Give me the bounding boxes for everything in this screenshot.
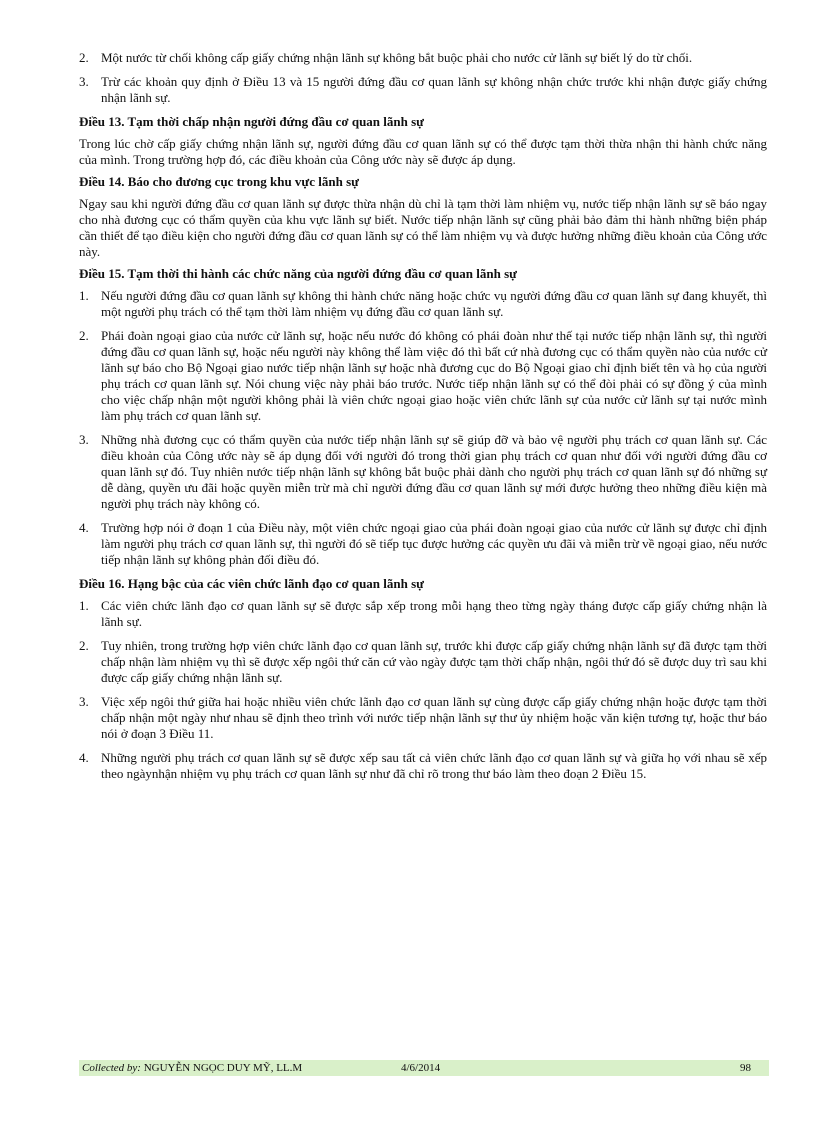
list-item [79, 694, 767, 742]
item-text: Việc xếp ngôi thứ giữa hai hoặc nhiều viên chức lãnh đạo cơ quan lãnh sự cùng được cấp giấy chứng nhận hoặc được tạm thời chấp nhận một ngày như nhau sẽ định theo trình với nước tiếp nhận lãnh sự thư ủy nhiệm hoặc văn kiện tương tự, hoặc thư báo nói ở đoạn 3 Điều 11. [101, 694, 767, 741]
item-number: 4. [79, 520, 89, 535]
item-text: Tuy nhiên, trong trường hợp viên chức lãnh đạo cơ quan lãnh sự, trước khi được cấp giấy chứng nhận lãnh sự đã được tạm thời chấp nhận làm nhiệm vụ thì sẽ được xếp ngôi thứ căn cứ vào ngày được tạm thời chấp nhận, ngôi thứ đó sẽ được duy trì sau khi được cấp giấy chứng nhận lãnh sự. [101, 638, 767, 685]
article-13-paragraph: Trong lúc chờ cấp giấy chứng nhận lãnh sự, người đứng đầu cơ quan lãnh sự có thể được tạm thời thừa nhận thi hành chức năng của mình. Trong trường hợp đó, các điều khoản của Công ước này sẽ được áp dụng. [79, 136, 767, 167]
item-number: 3. [79, 694, 89, 709]
list-item [79, 50, 767, 66]
item-number: 1. [79, 598, 89, 613]
page-footer [79, 1060, 769, 1076]
item-number: 2. [79, 638, 89, 653]
item-text: Các viên chức lãnh đạo cơ quan lãnh sự sẽ được sắp xếp trong mỗi hạng theo từng ngày tháng được cấp giấy chứng nhận là lãnh sự. [101, 598, 767, 629]
list-item [79, 288, 767, 320]
item-text: Những người phụ trách cơ quan lãnh sự sẽ được xếp sau tất cả viên chức lãnh đạo cơ quan lãnh sự và giữa họ với nhau sẽ xếp theo ngàynhận nhiệm vụ phụ trách cơ quan lãnh sự như đã chỉ rõ trong thư báo làm theo đoạn 2 Điều 15. [101, 750, 767, 781]
list-item [79, 598, 767, 630]
list-item [79, 74, 767, 106]
list-item [79, 638, 767, 686]
document-page [79, 50, 767, 790]
item-number: 3. [79, 432, 89, 447]
page-number: 98 [740, 1062, 751, 1074]
list-item [79, 328, 767, 424]
article-15-heading: Điều 15. Tạm thời thi hành các chức năng của người đứng đầu cơ quan lãnh sự [79, 266, 517, 281]
item-text: Trừ các khoản quy định ở Điều 13 và 15 người đứng đầu cơ quan lãnh sự không nhận chức trước khi nhận được giấy chứng nhận lãnh sự. [101, 74, 767, 105]
item-text: Những nhà đương cục có thẩm quyền của nước tiếp nhận lãnh sự sẽ giúp đỡ và bảo vệ người phụ trách cơ quan lãnh sự. Các điều khoản của Công ước này sẽ áp dụng đối với người đó trong thời gian phụ trách cơ quan như đối với người đứng đầu cơ quan lãnh sự đó. Tuy nhiên nước tiếp nhận lãnh sự không bắt buộc phải dành cho người phụ trách cơ quan lãnh sự đó những sự dễ dàng, quyền ưu đãi hoặc quyền miễn trừ mà chỉ người đứng đầu cơ quan lãnh sự mới được hưởng theo những điều kiện mà người phụ trách này không có. [101, 432, 767, 511]
article-14-heading: Điều 14. Báo cho đương cục trong khu vực lãnh sự [79, 174, 359, 189]
item-text: Trường hợp nói ở đoạn 1 của Điều này, một viên chức ngoại giao của phái đoàn ngoại giao của nước cử lãnh sự được chỉ định làm người phụ trách cơ quan lãnh sự, thì người đó sẽ tiếp tục được hưởng các quyền ưu đãi và miễn trừ về ngoại giao, nếu nước tiếp nhận lãnh sự không phản đối điều đó. [101, 520, 767, 567]
item-number: 2. [79, 328, 89, 343]
footer-credit [82, 1060, 302, 1076]
footer-author: NGUYỄN NGỌC DUY MỸ, LL.M [143, 1062, 303, 1074]
list-item [79, 432, 767, 512]
item-number: 1. [79, 288, 89, 303]
item-number: 2. [79, 50, 89, 65]
article-13-heading: Điều 13. Tạm thời chấp nhận người đứng đầu cơ quan lãnh sự [79, 114, 424, 129]
item-text: Phái đoàn ngoại giao của nước cử lãnh sự, hoặc nếu nước đó không có phái đoàn như thế tại nước tiếp nhận lãnh sự, thì người đứng đầu cơ quan lãnh sự, hoặc nếu người này không thể làm việc đó thì bất cứ nhà đương cục có thẩm quyền nào của nước cử lãnh sự báo cho Bộ Ngoại giao nước tiếp nhận lãnh sự hoặc nhà đương cục do Bộ Ngoại giao chỉ định biết tên và họ của người phụ trách cơ quan lãnh sự. Nói chung việc này phải báo trước. Nước tiếp nhận lãnh sự có thể đòi phải có sự đồng ý của mình cho việc chấp nhận một người không phải là viên chức ngoại giao hoặc viên chức lãnh sự của nước cử lãnh sự tại nước mình làm phụ trách cơ quan lãnh sự. [101, 328, 767, 423]
list-item [79, 750, 767, 782]
item-number: 3. [79, 74, 89, 89]
footer-date: 4/6/2014 [401, 1062, 441, 1074]
item-text: Nếu người đứng đầu cơ quan lãnh sự không thi hành chức năng hoặc chức vụ người đứng đầu cơ quan lãnh sự đang khuyết, thì một người phụ trách có thể tạm thời làm nhiệm vụ đứng đầu cơ quan lãnh sự. [101, 288, 767, 319]
article-16-heading: Điều 16. Hạng bậc của các viên chức lãnh đạo cơ quan lãnh sự [79, 576, 424, 591]
list-item [79, 520, 767, 568]
article-14-paragraph: Ngay sau khi người đứng đầu cơ quan lãnh sự được thừa nhận dù chỉ là tạm thời làm nhiệm vụ, nước tiếp nhận lãnh sự sẽ báo ngay cho nhà đương cục có thẩm quyền của khu vực lãnh sự biết. Nước tiếp nhận lãnh sự cũng phải bảo đảm thi hành những biện pháp cần thiết để tạo điều kiện cho người đứng đầu cơ quan lãnh sự có thể làm nhiệm vụ và được hưởng những điều khoản của Công ước này. [79, 196, 767, 259]
item-number: 4. [79, 750, 89, 765]
item-text: Một nước từ chối không cấp giấy chứng nhận lãnh sự không bắt buộc phải cho nước cử lãnh sự biết lý do từ chối. [101, 50, 693, 65]
collected-label: Collected by: [82, 1062, 141, 1074]
